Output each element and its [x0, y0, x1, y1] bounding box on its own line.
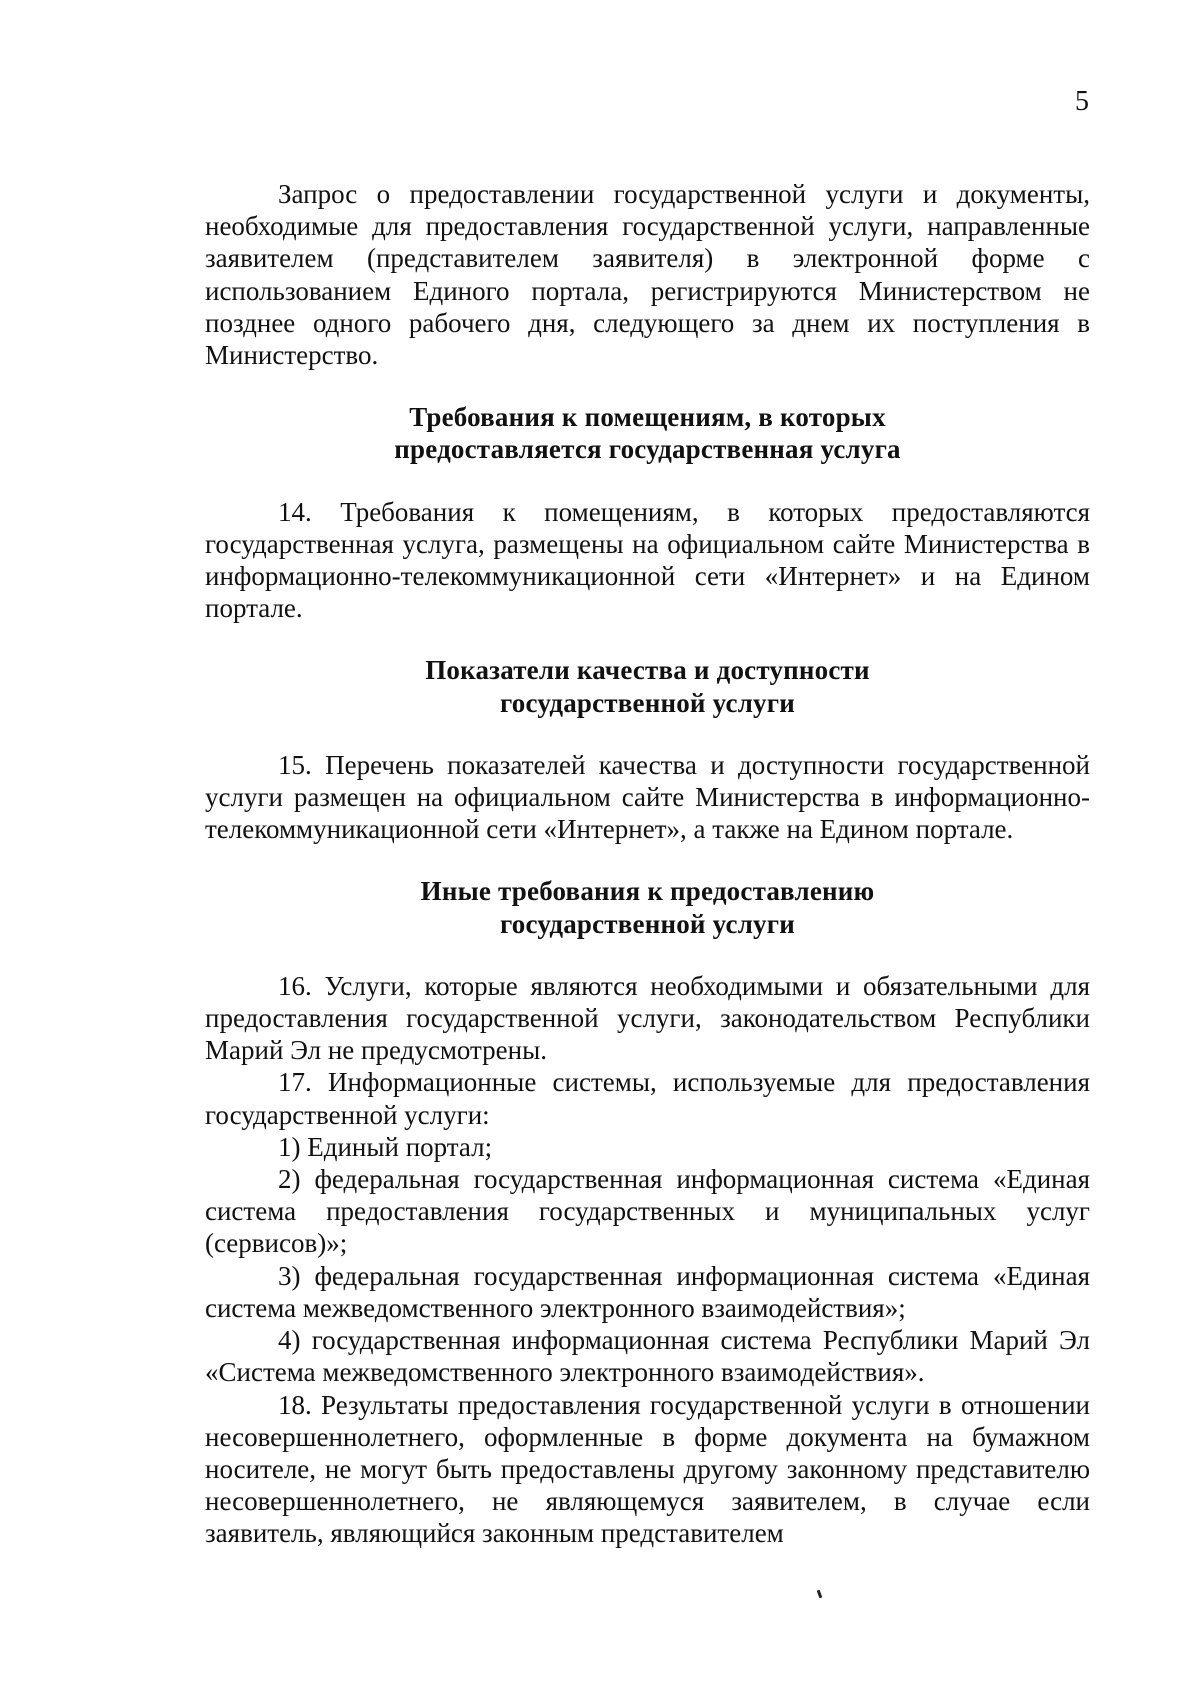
scan-artifact-mark	[817, 1590, 823, 1599]
page-number: 5	[1075, 86, 1089, 117]
paragraph-16: 16. Услуги, которые являются необходимыми и обязательными для предоставления государственной услуги, законодательством Республики Марий Эл не предусмотрены.	[205, 970, 1090, 1066]
heading-quality-line1: Показатели качества и доступности	[425, 655, 870, 686]
section-other	[205, 875, 1090, 939]
heading-premises-line1: Требования к помещениям, в которых	[409, 402, 886, 433]
heading-other-line1: Иные требования к предоставлению	[420, 876, 875, 907]
document-body	[205, 178, 1090, 1550]
section-quality	[205, 654, 1090, 718]
list-item-17-4: 4) государственная информационная система Республики Марий Эл «Система межведомственного электронного взаимодействия».	[205, 1325, 1090, 1388]
heading-quality-line2: государственной услуги	[500, 687, 795, 718]
paragraph-17: 17. Информационные системы, используемые для предоставления государственной услуги:	[205, 1067, 1090, 1130]
list-item-17-3: 3) федеральная государственная информационная система «Единая система межведомственного электронного взаимодействия»;	[205, 1260, 1090, 1323]
list-item-17-2: 2) федеральная государственная информационная система «Единая система предоставления государственных и муниципальных услуг (сервисов)»;	[205, 1164, 1090, 1259]
heading-premises-line2: предоставляется государственная услуга	[394, 434, 901, 465]
paragraph-intro: Запрос о предоставлении государственной услуги и документы, необходимые для предоставления государственной услуги, направленные заявителем (представителем заявителя) в электронной форме с использованием Единого портала, регистрируются Министерством не позднее одного рабочего дня, следующего за днем их поступления в Министерство.	[205, 179, 1090, 371]
heading-other-line2: государственной услуги	[500, 908, 795, 939]
section-premises	[205, 401, 1090, 465]
list-item-17-1: 1) Единый портал;	[278, 1131, 493, 1162]
paragraph-15: 15. Перечень показателей качества и доступности государственной услуги размещен на официальном сайте Министерства в информационно-телекоммуникационной сети «Интернет», а также на Едином портале.	[205, 749, 1090, 845]
paragraph-14: 14. Требования к помещениям, в которых предоставляются государственная услуга, размещены на официальном сайте Министерства в информационно-телекоммуникационной сети «Интернет» и на Едином портале.	[205, 496, 1090, 624]
paragraph-18: 18. Результаты предоставления государственной услуги в отношении несовершеннолетнего, оформленные в форме документа на бумажном носителе, не могут быть предоставлены другому законному представителю несовершеннолетнего, не являющемуся заявителем, в случае если заявитель, являющийся законным представителем	[205, 1389, 1090, 1549]
